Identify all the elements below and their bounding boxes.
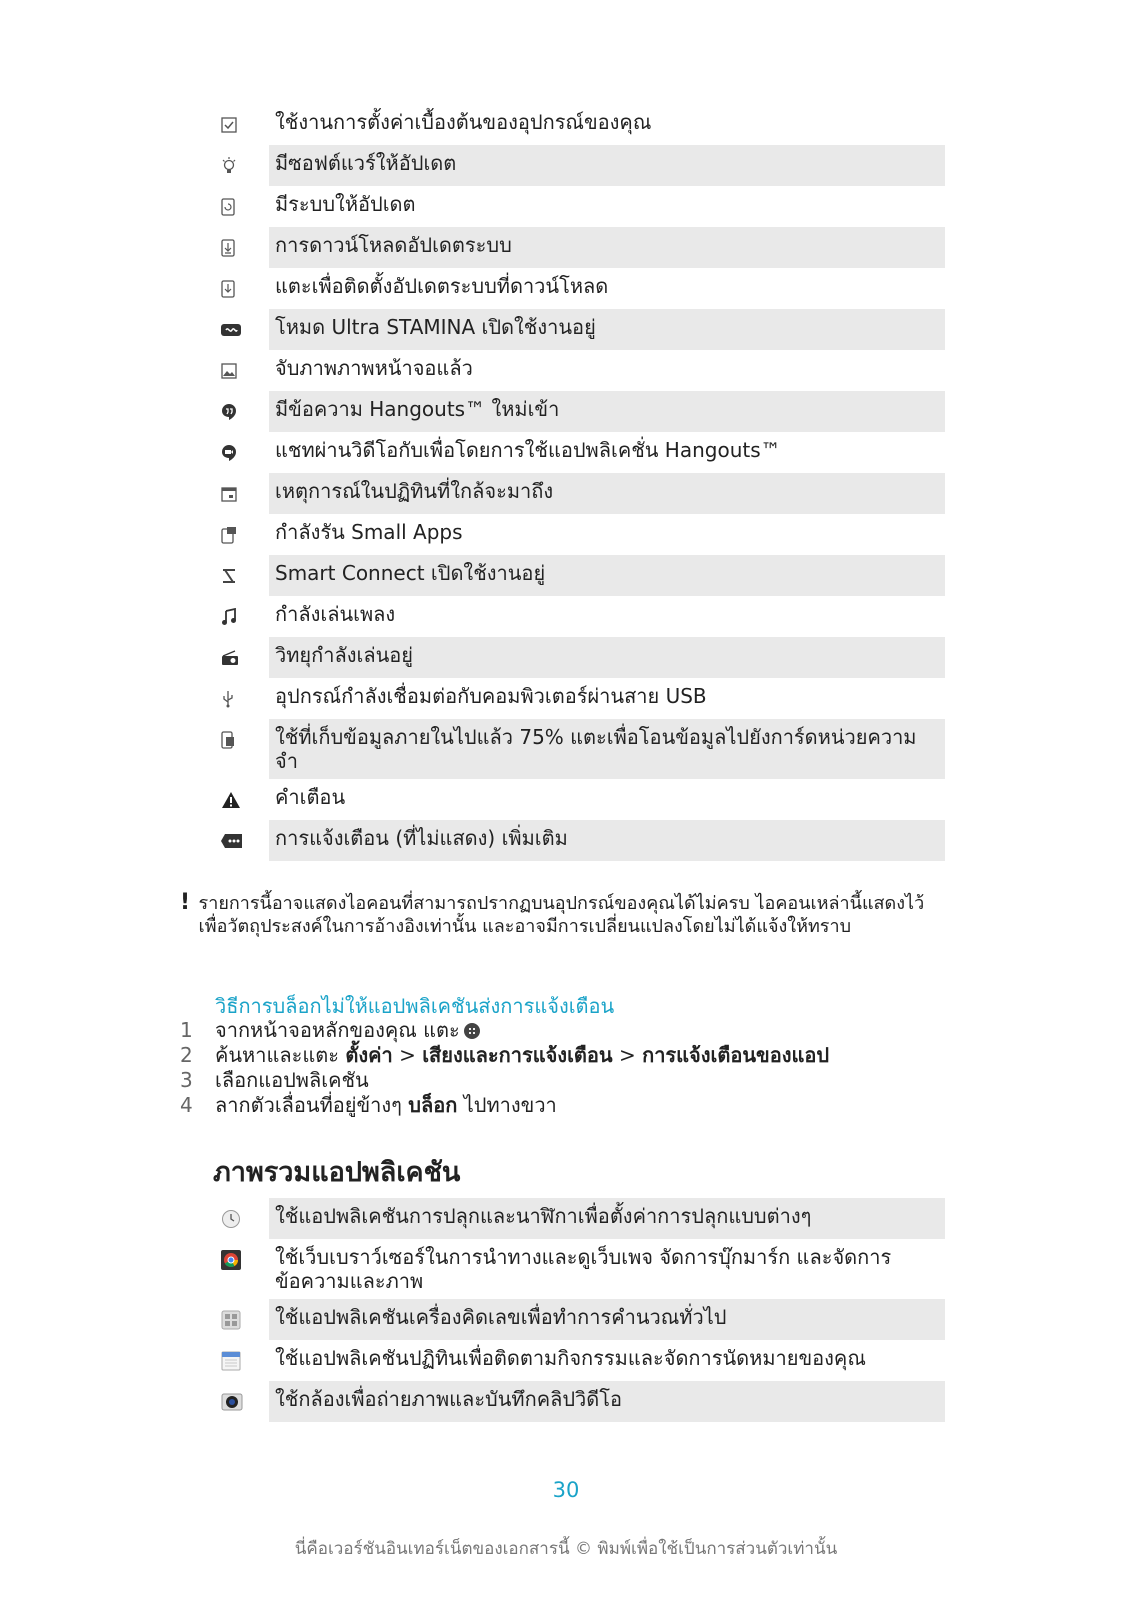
- step-number: 4: [180, 1093, 193, 1117]
- status-icon-description: มีซอฟต์แวร์ให้อัปเดต: [269, 145, 945, 186]
- app-description: ใช้กล้องเพื่อถ่ายภาพและบันทึกคลิปวิดีโอ: [269, 1381, 945, 1422]
- system-update-icon: [215, 186, 269, 227]
- status-icon-description: Smart Connect เปิดใช้งานอยู่: [269, 555, 945, 596]
- status-icon-description: โหมด Ultra STAMINA เปิดใช้งานอยู่: [269, 309, 945, 350]
- status-icon-row: [215, 186, 945, 227]
- step-text-part: ลากตัวเลื่อนที่อยู่ข้างๆ: [215, 1093, 409, 1117]
- status-icon-description: แชทผ่านวิดีโอกับเพื่อโดยการใช้แอปพลิเคชั่น Hangouts™: [275, 438, 781, 462]
- hangouts-video-icon: [215, 432, 269, 473]
- radio-icon: [215, 637, 269, 678]
- status-icon-description: จับภาพภาพหน้าจอแล้ว: [275, 356, 473, 380]
- status-icon-description: กำลังรัน Small Apps: [275, 520, 463, 544]
- note-box: [180, 892, 950, 938]
- howto-steps: [180, 1018, 960, 1118]
- app-description: ใช้เว็บเบราว์เซอร์ในการนำทางและดูเว็บเพจ จัดการบุ๊กมาร์ก และจัดการข้อความและภาพ: [275, 1245, 892, 1293]
- app-row: [215, 1340, 945, 1381]
- status-icon-description: มีระบบให้อัปเดต: [275, 192, 416, 216]
- storage-transfer-icon: [215, 719, 269, 760]
- menu-item-app-notifications: การแจ้งเตือนของแอป: [642, 1043, 830, 1067]
- step-1: [180, 1018, 960, 1043]
- app-description: ใช้แอปพลิเคชันปฏิทินเพื่อติดตามกิจกรรมและจัดการนัดหมายของคุณ: [275, 1346, 866, 1370]
- step-text: เลือกแอปพลิเคชัน: [215, 1068, 369, 1092]
- status-icon-row: [215, 596, 945, 637]
- status-icon-row: [215, 309, 945, 350]
- footer-text: นี่คือเวอร์ชันอินเทอร์เน็ตของเอกสารนี้ © พิมพ์เพื่อใช้เป็นการส่วนตัวเท่านั้น: [294, 1539, 838, 1559]
- status-icon-row: [215, 391, 945, 432]
- small-apps-icon: [215, 514, 269, 555]
- status-icon-description: อุปกรณ์กำลังเชื่อมต่อกับคอมพิวเตอร์ผ่านสาย USB: [275, 684, 707, 708]
- usb-icon: [215, 678, 269, 719]
- step-text: [215, 1018, 480, 1043]
- status-icon-row: [215, 779, 945, 820]
- step-text-part: ค้นหาและแตะ: [215, 1043, 346, 1067]
- status-icon-row: [215, 473, 945, 514]
- app-row: [215, 1198, 945, 1239]
- menu-item-settings: ตั้งค่า: [345, 1043, 393, 1067]
- step-number: 3: [180, 1068, 193, 1092]
- status-icon-row: [215, 432, 945, 473]
- app-row: [215, 1299, 945, 1340]
- menu-item-sound-notification: เสียงและการแจ้งเตือน: [422, 1043, 613, 1067]
- page-number: 30: [552, 1478, 580, 1502]
- status-icon-row: [215, 104, 945, 145]
- checkbox-icon: [215, 104, 269, 145]
- status-icon-row: [215, 820, 945, 861]
- lightbulb-icon: [215, 145, 269, 186]
- status-icon-description: แตะเพื่อติดตั้งอัปเดตระบบที่ดาวน์โหลด: [275, 274, 609, 298]
- block-label: บล็อก: [408, 1093, 458, 1117]
- step-3: [180, 1068, 960, 1093]
- status-icon-description: วิทยุกำลังเล่นอยู่: [269, 637, 945, 678]
- status-icon-row: [215, 268, 945, 309]
- smart-connect-icon: [215, 555, 269, 596]
- separator: >: [392, 1043, 423, 1067]
- status-icon-description: การแจ้งเตือน (ที่ไม่แสดง) เพิ่มเติม: [269, 820, 945, 861]
- calculator-icon: [215, 1299, 269, 1340]
- app-row: [215, 1381, 945, 1422]
- stamina-icon: [215, 309, 269, 350]
- separator: >: [612, 1043, 643, 1067]
- install-update-icon: [215, 268, 269, 309]
- step-2: [180, 1043, 960, 1068]
- status-icon-table: [215, 104, 945, 861]
- calendar-app-icon: [215, 1340, 269, 1381]
- step-4: [180, 1093, 960, 1118]
- download-update-icon: [215, 227, 269, 268]
- status-icon-row: [215, 555, 945, 596]
- status-icon-row: [215, 350, 945, 391]
- app-row: [215, 1239, 945, 1299]
- status-icon-row: [215, 678, 945, 719]
- calendar-event-icon: [215, 473, 269, 514]
- screenshot-icon: [215, 350, 269, 391]
- alarm-clock-icon: [215, 1198, 269, 1239]
- status-icon-description: ใช้ที่เก็บข้อมูลภายในไปแล้ว 75% แตะเพื่อโอนข้อมูลไปยังการ์ดหน่วยความจำ: [269, 719, 945, 779]
- status-icon-description: กำลังเล่นเพลง: [275, 602, 396, 626]
- status-icon-row: [215, 227, 945, 268]
- step-number: 2: [180, 1043, 193, 1067]
- section-title: ภาพรวมแอปพลิเคชัน: [213, 1157, 461, 1188]
- status-icon-description: การดาวน์โหลดอัปเดตระบบ: [269, 227, 945, 268]
- step-text: [215, 1043, 829, 1068]
- step-text-part: ไปทางขวา: [457, 1093, 557, 1117]
- chrome-icon: [215, 1239, 269, 1280]
- hangouts-message-icon: [215, 391, 269, 432]
- camera-icon: [215, 1381, 269, 1422]
- status-icon-row: [215, 145, 945, 186]
- warning-icon: [215, 779, 269, 820]
- status-icon-description: คำเตือน: [275, 785, 346, 809]
- step-number: 1: [180, 1018, 193, 1042]
- app-description: ใช้แอปพลิเคชันเครื่องคิดเลขเพื่อทำการคำนวณทั่วไป: [269, 1299, 945, 1340]
- app-description: ใช้แอปพลิเคชันการปลุกและนาฬิกาเพื่อตั้งค่าการปลุกแบบต่างๆ: [269, 1198, 945, 1239]
- note-text: รายการนี้อาจแสดงไอคอนที่สามารถปรากฏบนอุปกรณ์ของคุณได้ไม่ครบ ไอคอนเหล่านี้แสดงไว้เพื่อวัตถุประสงค์ในการอ้างอิงเท่านั้น และอาจมีการเปลี่ยนแปลงโดยไม่ได้แจ้งให้ทราบ: [198, 893, 925, 937]
- status-icon-description: ใช้งานการตั้งค่าเบื้องต้นของอุปกรณ์ของคุณ: [275, 110, 652, 134]
- status-icon-row: [215, 637, 945, 678]
- status-icon-row: [215, 719, 945, 779]
- more-notifications-icon: [215, 820, 269, 861]
- status-icon-description: มีข้อความ Hangouts™ ใหม่เข้า: [269, 391, 945, 432]
- app-overview-table: [215, 1198, 945, 1422]
- howto-title: วิธีการบล็อกไม่ให้แอปพลิเคชันส่งการแจ้งเตือน: [215, 994, 615, 1018]
- step-text: [215, 1093, 557, 1118]
- music-note-icon: [215, 596, 269, 637]
- apps-menu-icon: [464, 1023, 480, 1039]
- status-icon-description: เหตุการณ์ในปฏิทินที่ใกล้จะมาถึง: [269, 473, 945, 514]
- step-text-part: จากหน้าจอหลักของคุณ แตะ: [215, 1018, 460, 1042]
- exclamation-icon: !: [180, 890, 191, 915]
- status-icon-row: [215, 514, 945, 555]
